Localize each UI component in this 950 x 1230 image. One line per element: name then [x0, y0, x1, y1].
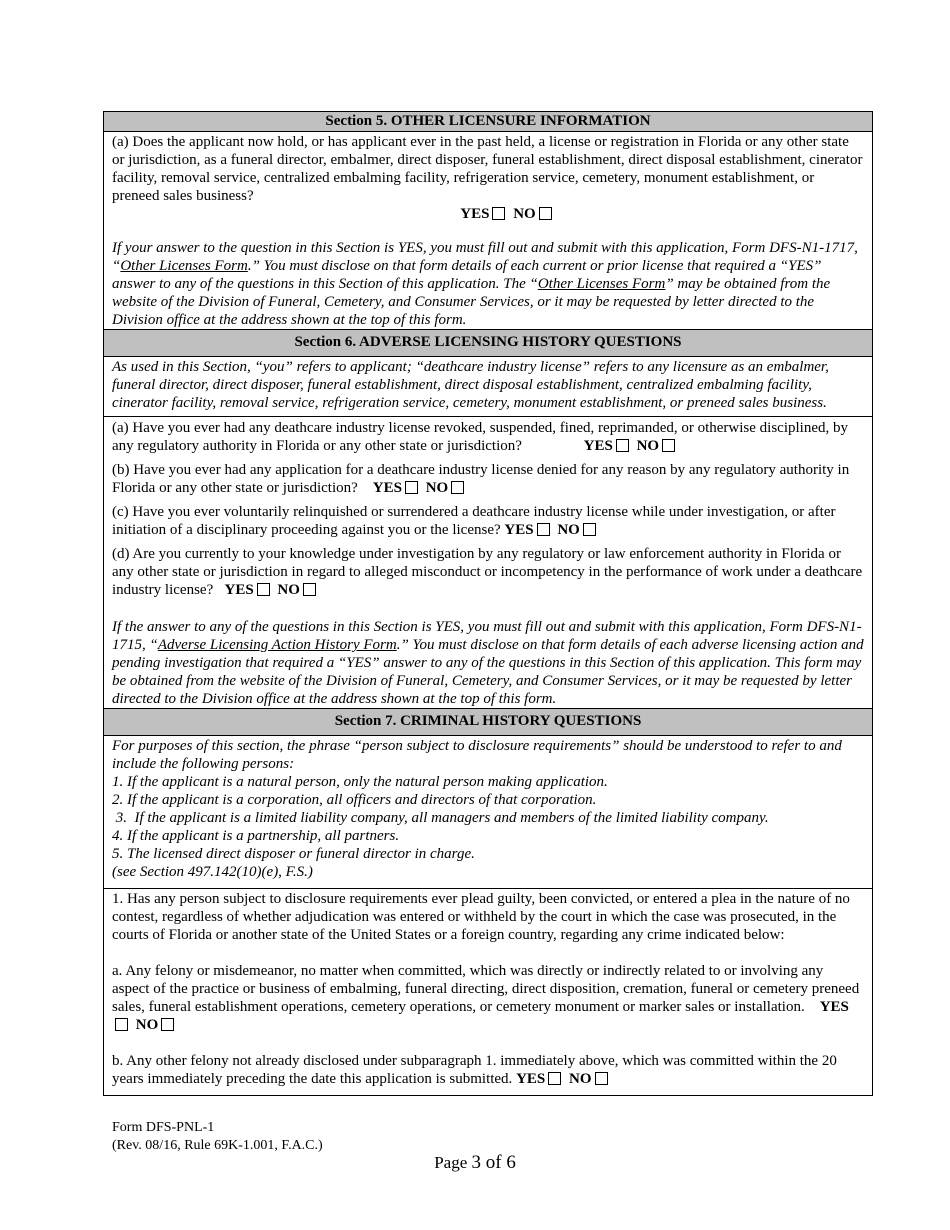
question-b: (b) Have you ever had any application for a deathcare industry license denied for any reason by any regulatory authority in Florida or any other state or jurisdiction? YES NO: [112, 462, 850, 496]
yes-checkbox[interactable]: [115, 1018, 128, 1031]
person-item: 5. The licensed direct disposer or funeral director in charge.: [112, 846, 475, 862]
person-item: 1. If the applicant is a natural person, only the natural person making application.: [112, 774, 608, 790]
person-item: 2. If the applicant is a corporation, all officers and directors of that corporation.: [112, 792, 597, 808]
statute-reference: (see Section 497.142(10)(e), F.S.): [112, 864, 313, 880]
yes-checkbox[interactable]: [492, 207, 505, 220]
question-d: (d) Are you currently to your knowledge under investigation by any regulatory or law enforcement authority in Florida or any other state or jurisdiction in regard to alleged misconduct or incompetency in the performance of work under a deathcare industry license? YES NO: [112, 546, 863, 598]
yes-checkbox[interactable]: [405, 481, 418, 494]
person-item: 3. If the applicant is a limited liability company, all managers and members of the limited liability company.: [112, 810, 769, 826]
yes-checkbox[interactable]: [548, 1072, 561, 1085]
note-text: If your answer to the question in this Section is YES, you must fill out and submit with this application, Form DFS-N1-1717, “Other Licenses Form.” You must disclose on that form details of each current or prior license that required a “YES” answer to any of the questions in this Section of this application. The “Other Licenses Form” may be obtained from the website of the Division of Funeral, Cemetery, and Consumer Services, or it may be requested by letter directed to the Division office at the address shown at the top of this form.: [112, 240, 858, 328]
no-label: NO: [636, 438, 660, 454]
section-5-heading: Section 5. OTHER LICENSURE INFORMATION: [104, 112, 872, 132]
no-checkbox[interactable]: [583, 523, 596, 536]
yes-label: YES: [372, 480, 402, 496]
yes-label: YES: [516, 1071, 546, 1087]
page-number: Page 3 of 6: [434, 1152, 516, 1173]
person-item: 4. If the applicant is a partnership, all partners.: [112, 828, 400, 844]
yes-label: YES: [583, 438, 613, 454]
no-label: NO: [513, 206, 536, 222]
other-licenses-form-ref-2: Other Licenses Form: [537, 276, 666, 292]
yes-no-row: [112, 205, 864, 223]
revision-info: (Rev. 08/16, Rule 69K-1.001, F.A.C.): [112, 1138, 323, 1153]
section-7-heading: Section 7. CRIMINAL HISTORY QUESTIONS: [104, 708, 872, 736]
no-checkbox[interactable]: [595, 1072, 608, 1085]
yes-label: YES: [224, 582, 254, 598]
section-6-intro: As used in this Section, “you” refers to applicant; “deathcare industry license” refers to any licensure as an embalmer, funeral director, direct disposer, funeral establishment, direct disposal establishment, centralized embalming facility, cinerator facility, removal service, refrigeration service, cemetery, monument establishment, or preneed sales business.: [104, 357, 872, 417]
question-1: 1. Has any person subject to disclosure requirements ever plead guilty, been convicted, or entered a plea in the nature of no contest, regardless of whether adjudication was entered or withheld by the court in which the case was prosecuted, in the courts of Florida or another state of the United States or a foreign country, regarding any crime indicated below:: [112, 891, 850, 943]
section-7-questions: [104, 889, 872, 1095]
no-label: NO: [425, 480, 449, 496]
section-7-intro: For purposes of this section, the phrase “person subject to disclosure requirements” should be understood to refer to and include the following persons: 1. If the applicant is a natural person, only the natural person making application. 2. If the applicant is a corporation, all officers and directors of that corporation. 3. If the applicant is a limited liability company, all managers and members of the limited liability company. 4. If the applicant is a partnership, all partners. 5. The licensed direct disposer or funeral director in charge. (see Section 497.142(10)(e), F.S.): [104, 736, 872, 889]
section-6-note: [104, 599, 872, 708]
no-checkbox[interactable]: [451, 481, 464, 494]
question-text: (a) Does the applicant now hold, or has applicant ever in the past held, a license or registration in Florida or any other state or jurisdiction, as a funeral director, embalmer, direct disposer, funeral establishment, direct disposal establishment, cinerator facility, removal service, centralized embalming facility, refrigeration service, cemetery, monument establishment, or preneed sales business?: [112, 134, 863, 204]
no-label: NO: [557, 522, 580, 538]
form-footer: [112, 1119, 323, 1155]
adverse-licensing-form-ref: Adverse Licensing Action History Form: [157, 637, 397, 653]
yes-label: YES: [504, 522, 534, 538]
no-checkbox[interactable]: [161, 1018, 174, 1031]
no-checkbox[interactable]: [662, 439, 675, 452]
question-c: (c) Have you ever voluntarily relinquished or surrendered a deathcare industry license while under investigation, or after initiation of a disciplinary proceeding against you or the license? YES NO: [112, 504, 836, 538]
application-form: [103, 111, 873, 1096]
yes-checkbox[interactable]: [616, 439, 629, 452]
yes-label: YES: [460, 206, 490, 222]
section-6-questions: [104, 417, 872, 599]
question-a: (a) Have you ever had any deathcare industry license revoked, suspended, fined, reprimanded, or otherwise disciplined, by any regulatory authority in Florida or any other state or jurisdiction? YES NO: [112, 420, 848, 454]
yes-checkbox[interactable]: [257, 583, 270, 596]
section-5-question-a: [104, 132, 872, 227]
other-licenses-form-ref: Other Licenses Form: [120, 258, 248, 274]
section-6-heading: Section 6. ADVERSE LICENSING HISTORY QUESTIONS: [104, 329, 872, 357]
form-number: Form DFS-PNL-1: [112, 1120, 215, 1135]
no-checkbox[interactable]: [539, 207, 552, 220]
no-label: NO: [277, 582, 300, 598]
yes-label: YES: [819, 999, 849, 1015]
note-text: If the answer to any of the questions in this Section is YES, you must fill out and submit with this application, Form DFS-N1-1715, “Adverse Licensing Action History Form.” You must disclose on that form details of each adverse licensing action and pending investigation that required a “YES” answer to any of the questions in this Section of this application. This form may be obtained from the website of the Division of Funeral, Cemetery, and Consumer Services, or it may be requested by letter directed to the Division office at the address shown at the top of this form.: [112, 619, 864, 707]
no-checkbox[interactable]: [303, 583, 316, 596]
no-label: NO: [135, 1017, 159, 1033]
section-5-note: [104, 227, 872, 329]
question-1b: b. Any other felony not already disclosed under subparagraph 1. immediately above, which was committed within the 20 years immediately preceding the date this application is submitted. YES NO: [112, 1053, 837, 1087]
question-1a: a. Any felony or misdemeanor, no matter when committed, which was directly or indirectly related to or involving any aspect of the practice or business of embalming, funeral directing, direct disposition, cremation, funeral or cemetery preneed sales, funeral establishment operations, cemetery operations, or cemetery monument or marker sales or installation. YES NO: [112, 963, 860, 1033]
no-label: NO: [569, 1071, 592, 1087]
yes-checkbox[interactable]: [537, 523, 550, 536]
